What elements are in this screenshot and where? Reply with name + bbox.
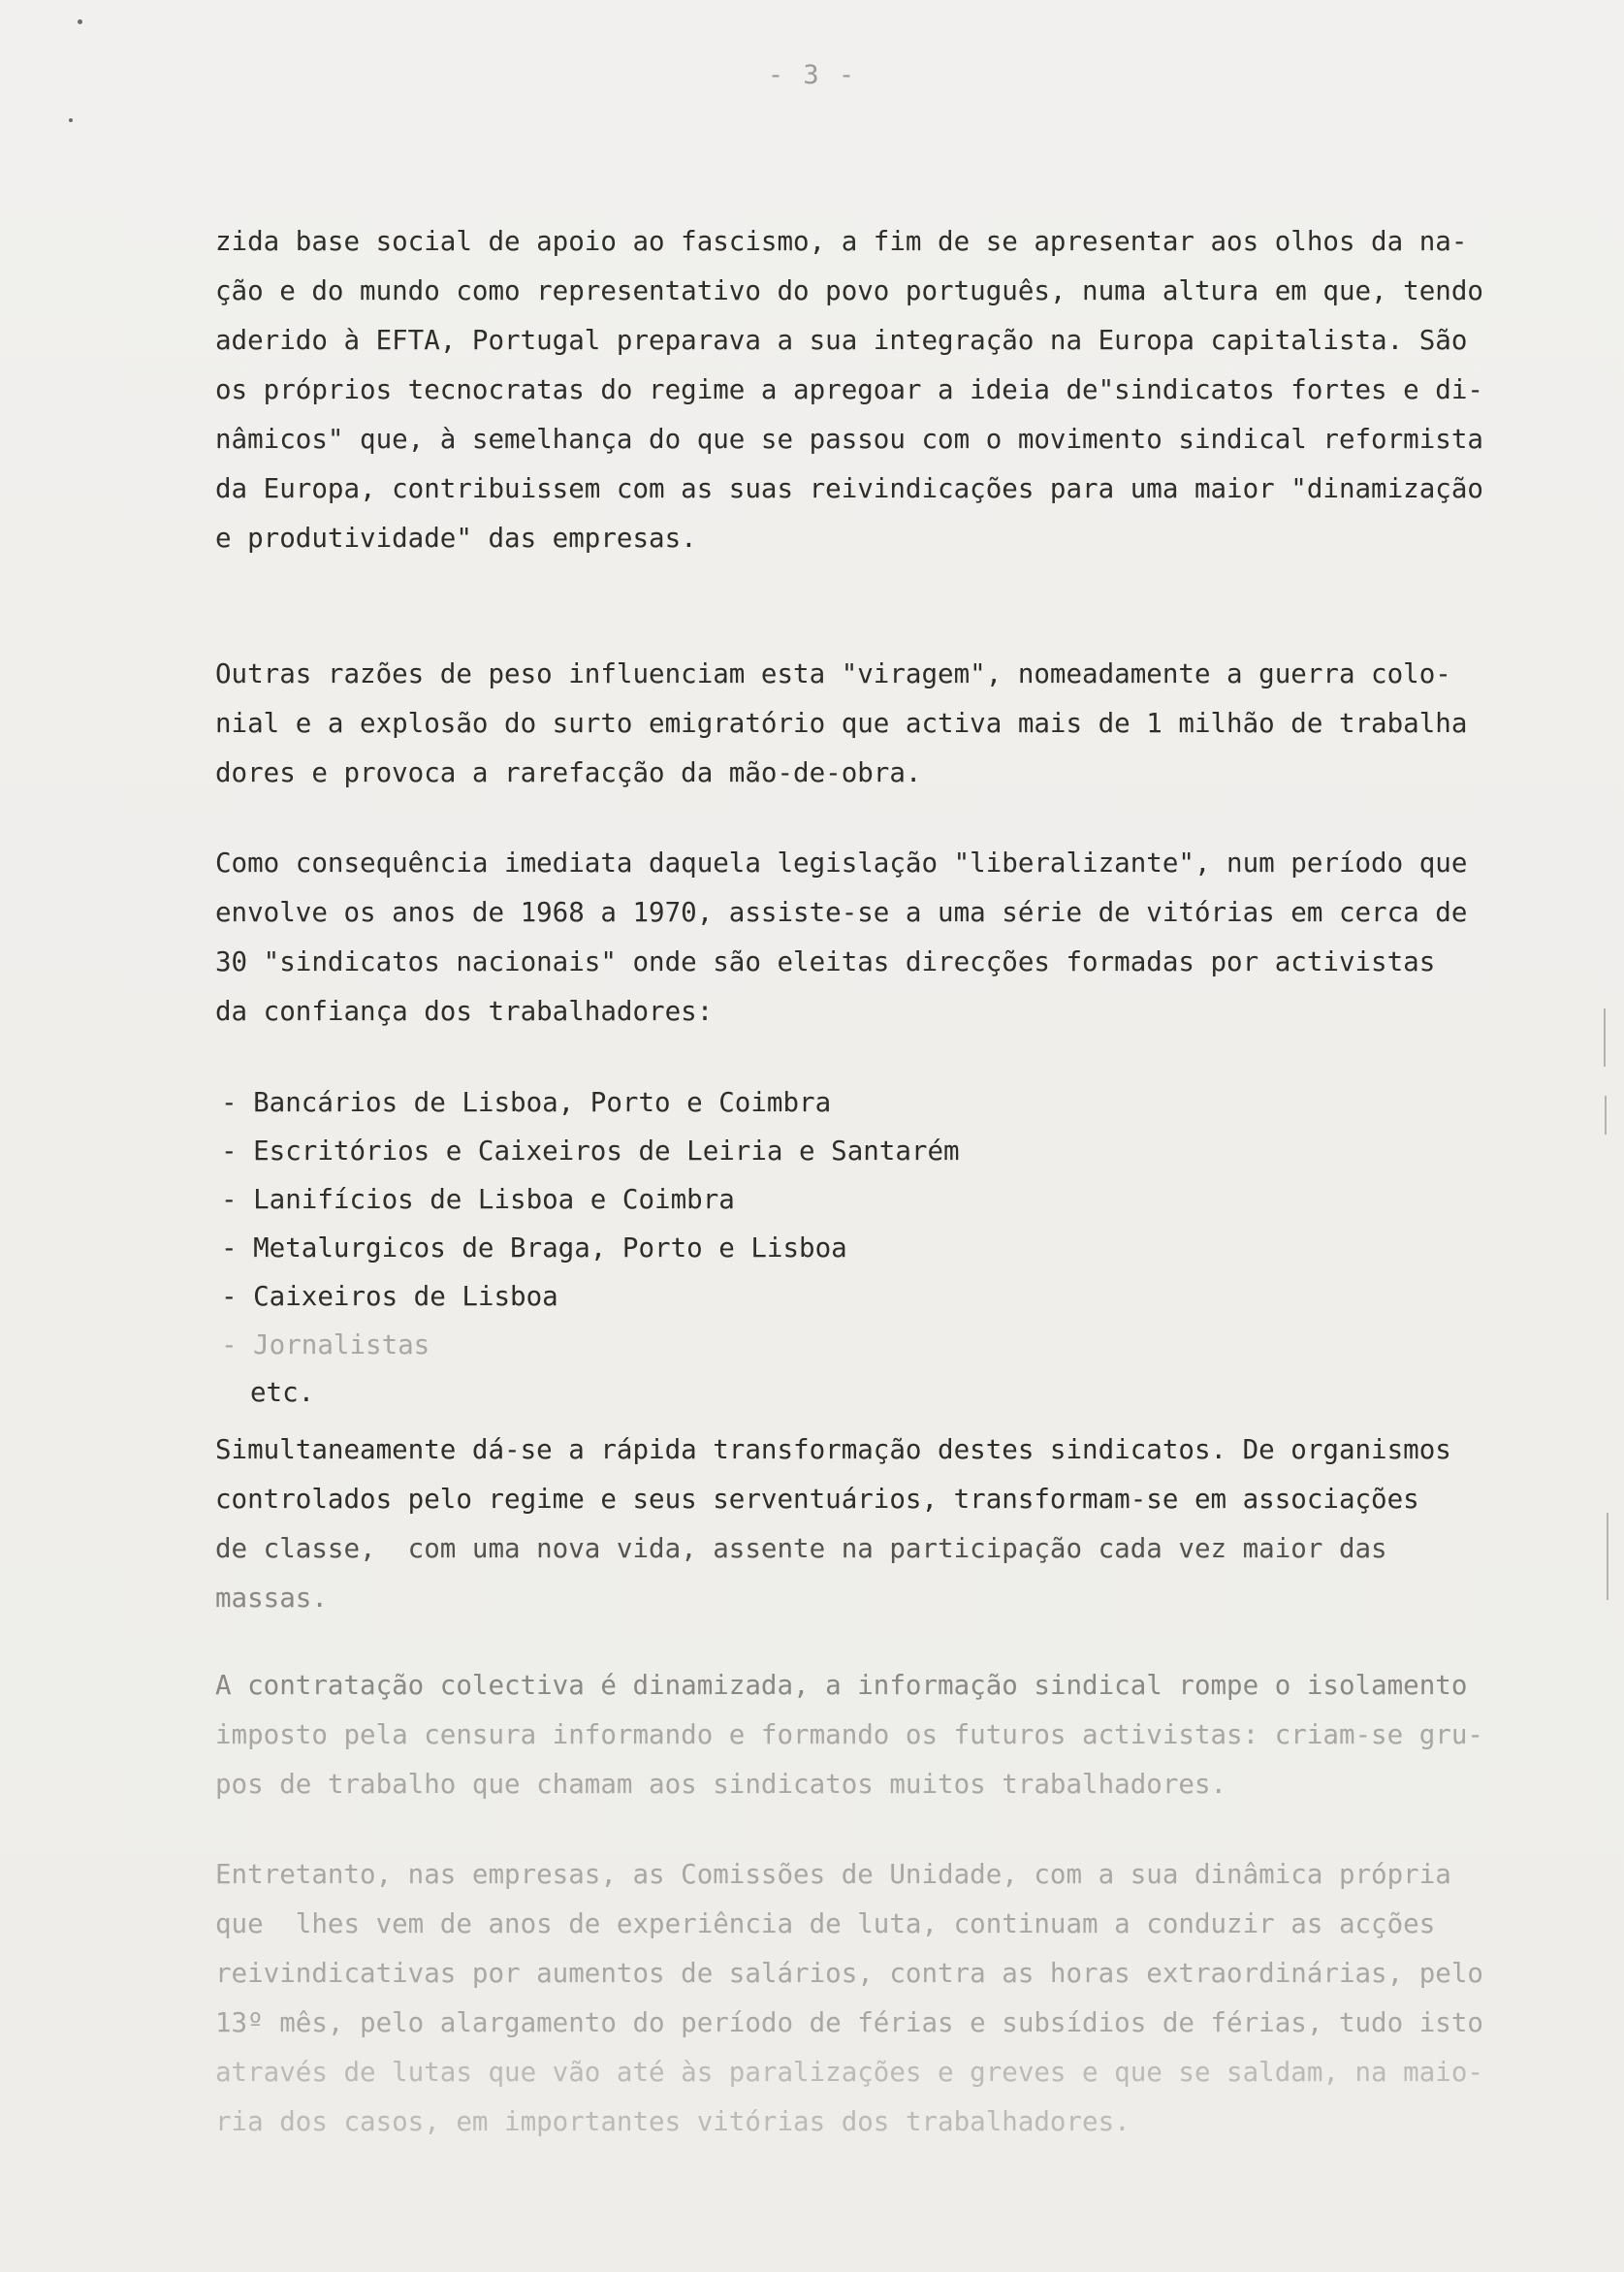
text-line: 13º mês, pelo alargamento do período de férias e subsídios de férias, tudo isto — [215, 2007, 1483, 2038]
text-line: Simultaneamente dá-se a rápida transformação destes sindicatos. De organismos — [215, 1434, 1451, 1465]
paper-speck — [78, 19, 82, 24]
text-line: da Europa, contribuissem com as suas reivindicações para uma maior "dinamização — [215, 473, 1483, 504]
text-line: massas. — [215, 1583, 328, 1614]
text-line: de classe, com uma nova vida, assente na participação cada vez maior das — [215, 1533, 1387, 1564]
page-number: - 3 - — [767, 60, 857, 90]
paper-edge-mark — [1607, 1513, 1608, 1600]
text-line: nial e a explosão do surto emigratório que activa mais de 1 milhão de trabalha — [215, 708, 1468, 739]
text-line: 30 "sindicatos nacionais" onde são eleitas direcções formadas por activistas — [215, 946, 1436, 977]
text-line: zida base social de apoio ao fascismo, a fim de se apresentar aos olhos da na- — [215, 226, 1468, 257]
paragraph-6 — [215, 1850, 1534, 2147]
text-line: imposto pela censura informando e formando os futuros activistas: criam-se gru- — [215, 1719, 1483, 1750]
text-line: Como consequência imediata daquela legislação "liberalizante", num período que — [215, 848, 1468, 879]
text-line: da confiança dos trabalhadores: — [215, 996, 714, 1027]
list-item: - Bancários de Lisboa, Porto e Coimbra — [221, 1087, 832, 1118]
text-line: reivindicativas por aumentos de salários, contra as horas extraordinárias, pelo — [215, 1958, 1483, 1989]
text-line: envolve os anos de 1968 a 1970, assiste-se a uma série de vitórias em cerca de — [215, 897, 1468, 928]
text-line: através de lutas que vão até às paralizações e greves e que se saldam, na maio- — [215, 2057, 1483, 2088]
list-item: - Lanifícios de Lisboa e Coimbra — [221, 1184, 735, 1215]
paragraph-5 — [215, 1661, 1534, 1809]
text-line: ria dos casos, em importantes vitórias dos trabalhadores. — [215, 2106, 1130, 2137]
text-line: ção e do mundo como representativo do povo português, numa altura em que, tendo — [215, 275, 1483, 306]
list-item: - Escritórios e Caixeiros de Leiria e Santarém — [221, 1136, 960, 1167]
text-line: que lhes vem de anos de experiência de luta, continuam a conduzir as acções — [215, 1908, 1436, 1939]
text-line: pos de trabalho que chamam aos sindicatos muitos trabalhadores. — [215, 1769, 1227, 1800]
paper-edge-mark — [1604, 1008, 1606, 1067]
list-item: - Caixeiros de Lisboa — [221, 1281, 558, 1312]
list-item: - Jornalistas — [221, 1329, 430, 1360]
text-line: os próprios tecnocratas do regime a apregoar a ideia de"sindicatos fortes e di- — [215, 374, 1483, 405]
list-etc: etc. — [250, 1377, 315, 1408]
paragraph-2 — [215, 650, 1534, 798]
paragraph-3 — [215, 839, 1534, 1037]
paragraph-4 — [215, 1425, 1534, 1623]
text-line: controlados pelo regime e seus serventuários, transformam-se em associações — [215, 1484, 1419, 1515]
text-line: nâmicos" que, à semelhança do que se passou com o movimento sindical reformista — [215, 424, 1483, 455]
text-line: Outras razões de peso influenciam esta "viragem", nomeadamente a guerra colo- — [215, 658, 1451, 689]
list-item: - Metalurgicos de Braga, Porto e Lisboa — [221, 1232, 847, 1264]
paper-edge-mark — [1605, 1096, 1607, 1135]
union-list — [221, 1078, 1288, 1369]
text-line: A contratação colectiva é dinamizada, a informação sindical rompe o isolamento — [215, 1670, 1468, 1701]
text-line: aderido à EFTA, Portugal preparava a sua integração na Europa capitalista. São — [215, 325, 1468, 356]
paragraph-1 — [215, 217, 1534, 563]
text-line: e produtividade" das empresas. — [215, 523, 697, 554]
text-line: dores e provoca a rarefacção da mão-de-obra. — [215, 757, 922, 788]
paper-speck — [69, 118, 73, 122]
text-line: Entretanto, nas empresas, as Comissões de Unidade, com a sua dinâmica própria — [215, 1859, 1451, 1890]
